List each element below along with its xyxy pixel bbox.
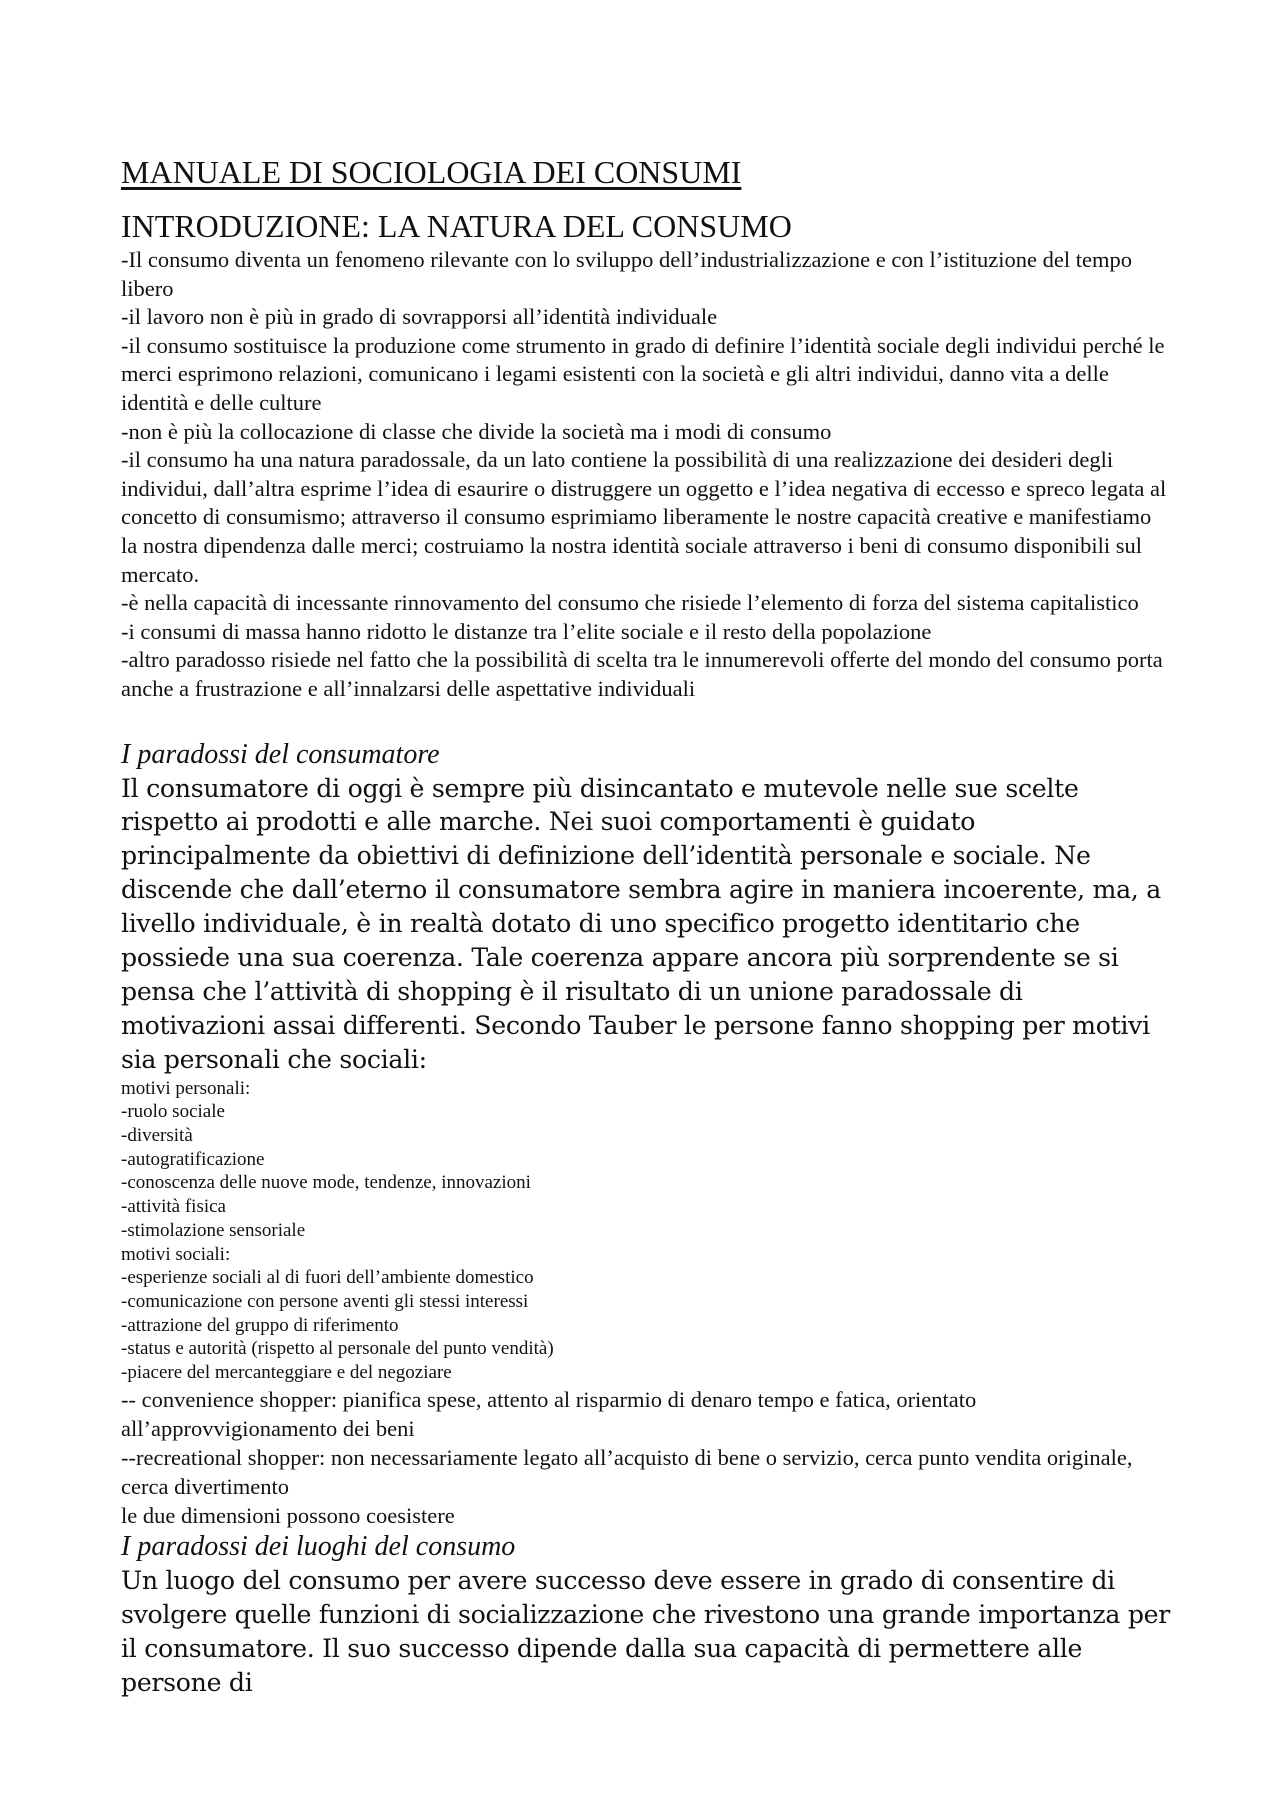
- list-item: -- convenience shopper: pianifica spese, attento al risparmio di denaro tempo e fatica, orientato all’approvvigionamento dei beni: [121, 1386, 977, 1441]
- list-item: -il lavoro non è più in grado di sovrapporsi all’identità individuale: [121, 304, 718, 330]
- list-item: -non è più la collocazione di classe che divide la società ma i modi di consumo: [121, 418, 832, 444]
- list-item: -comunicazione con persone aventi gli stessi interessi: [121, 1290, 529, 1312]
- list-item: -diversità: [121, 1125, 193, 1147]
- motives-list: [121, 1077, 1171, 1385]
- list-item: -status e autorità (rispetto al personale del punto vendità): [121, 1338, 554, 1360]
- list-item: le due dimensioni possono coesistere: [121, 1502, 455, 1528]
- intro-heading: INTRODUZIONE: LA NATURA DEL CONSUMO: [121, 208, 792, 244]
- list-item: -Il consumo diventa un fenomeno rilevante con lo sviluppo dell’industrializzazione e con l’istituzione del tempo libero: [121, 247, 1132, 301]
- list-item: -conoscenza delle nuove mode, tendenze, innovazioni: [121, 1172, 531, 1194]
- document-title: MANUALE DI SOCIOLOGIA DEI CONSUMI: [121, 154, 742, 190]
- list-item: -altro paradosso risiede nel fatto che la possibilità di scelta tra le innumerevoli offerte del mondo del consumo porta anche a frustrazione e all’innalzarsi delle aspettative individuali: [121, 647, 1163, 701]
- list-item: -stimolazione sensoriale: [121, 1219, 306, 1241]
- list-item: motivi sociali:: [121, 1243, 231, 1265]
- intro-list: [121, 246, 1171, 704]
- list-item: -è nella capacità di incessante rinnovamento del consumo che risiede l’elemento di forza del sistema capitalistico: [121, 590, 1139, 616]
- list-item: -i consumi di massa hanno ridotto le distanze tra l’elite sociale e il resto della popolazione: [121, 618, 932, 644]
- list-item: -attrazione del gruppo di riferimento: [121, 1314, 399, 1336]
- list-item: -ruolo sociale: [121, 1101, 225, 1123]
- list-item: -piacere del mercanteggiare e del negoziare: [121, 1362, 452, 1384]
- list-item: -attività fisica: [121, 1196, 226, 1218]
- list-item: -autogratificazione: [121, 1148, 265, 1170]
- list-item: --recreational shopper: non necessariamente legato all’acquisto di bene o servizio, cerca punto vendita originale, cerca divertimento: [121, 1444, 1133, 1499]
- document-page: [121, 152, 1171, 1699]
- list-item: -il consumo ha una natura paradossale, da un lato contiene la possibilità di una realizzazione dei desideri degli individui, dall’altra esprime l’idea di esaurire o distruggere un oggetto e l’idea negativa di eccesso e spreco legata al concetto di consumismo; attraverso il consumo esprimiamo liberamente le nostre capacità creative e manifestiamo la nostra dipendenza dalle merci; costruiamo la nostra identità sociale attraverso i beni di consumo disponibili sul mercato.: [121, 447, 1167, 587]
- section-heading-consumer-paradoxes: I paradossi del consumatore: [121, 738, 440, 770]
- list-item: motivi personali:: [121, 1077, 251, 1099]
- list-item: -esperienze sociali al di fuori dell’ambiente domestico: [121, 1267, 534, 1289]
- section-paragraph-consumer: Il consumatore di oggi è sempre più disincantato e mutevole nelle sue scelte rispetto ai prodotti e alle marche. Nei suoi comportamenti è guidato principalmente da obiettivi di definizione dell’identità personale e sociale. Ne discende che dall’eterno il consumatore sembra agire in maniera incoerente, ma, a livello individuale, è in realtà dotato di uno specifico progetto identitario che possiede una sua coerenza. Tale coerenza appare ancora più sorprendente se si pensa che l’attività di shopping è il risultato di un unione paradossale di motivazioni assai differenti. Secondo Tauber le persone fanno shopping per motivi sia personali che sociali:: [121, 773, 1161, 1074]
- shopper-types-list: [121, 1385, 1171, 1530]
- section-heading-places-paradoxes: I paradossi dei luoghi del consumo: [121, 1530, 516, 1562]
- list-item: -il consumo sostituisce la produzione come strumento in grado di definire l’identità sociale degli individui perché le merci esprimono relazioni, comunicano i legami esistenti con la società e gli altri individui, danno vita a delle identità e delle culture: [121, 332, 1165, 415]
- section-paragraph-places: Un luogo del consumo per avere successo deve essere in grado di consentire di svolgere quelle funzioni di socializzazione che rivestono una grande importanza per il consumatore. Il suo successo dipende dalla sua capacità di permettere alle persone di: [121, 1565, 1170, 1697]
